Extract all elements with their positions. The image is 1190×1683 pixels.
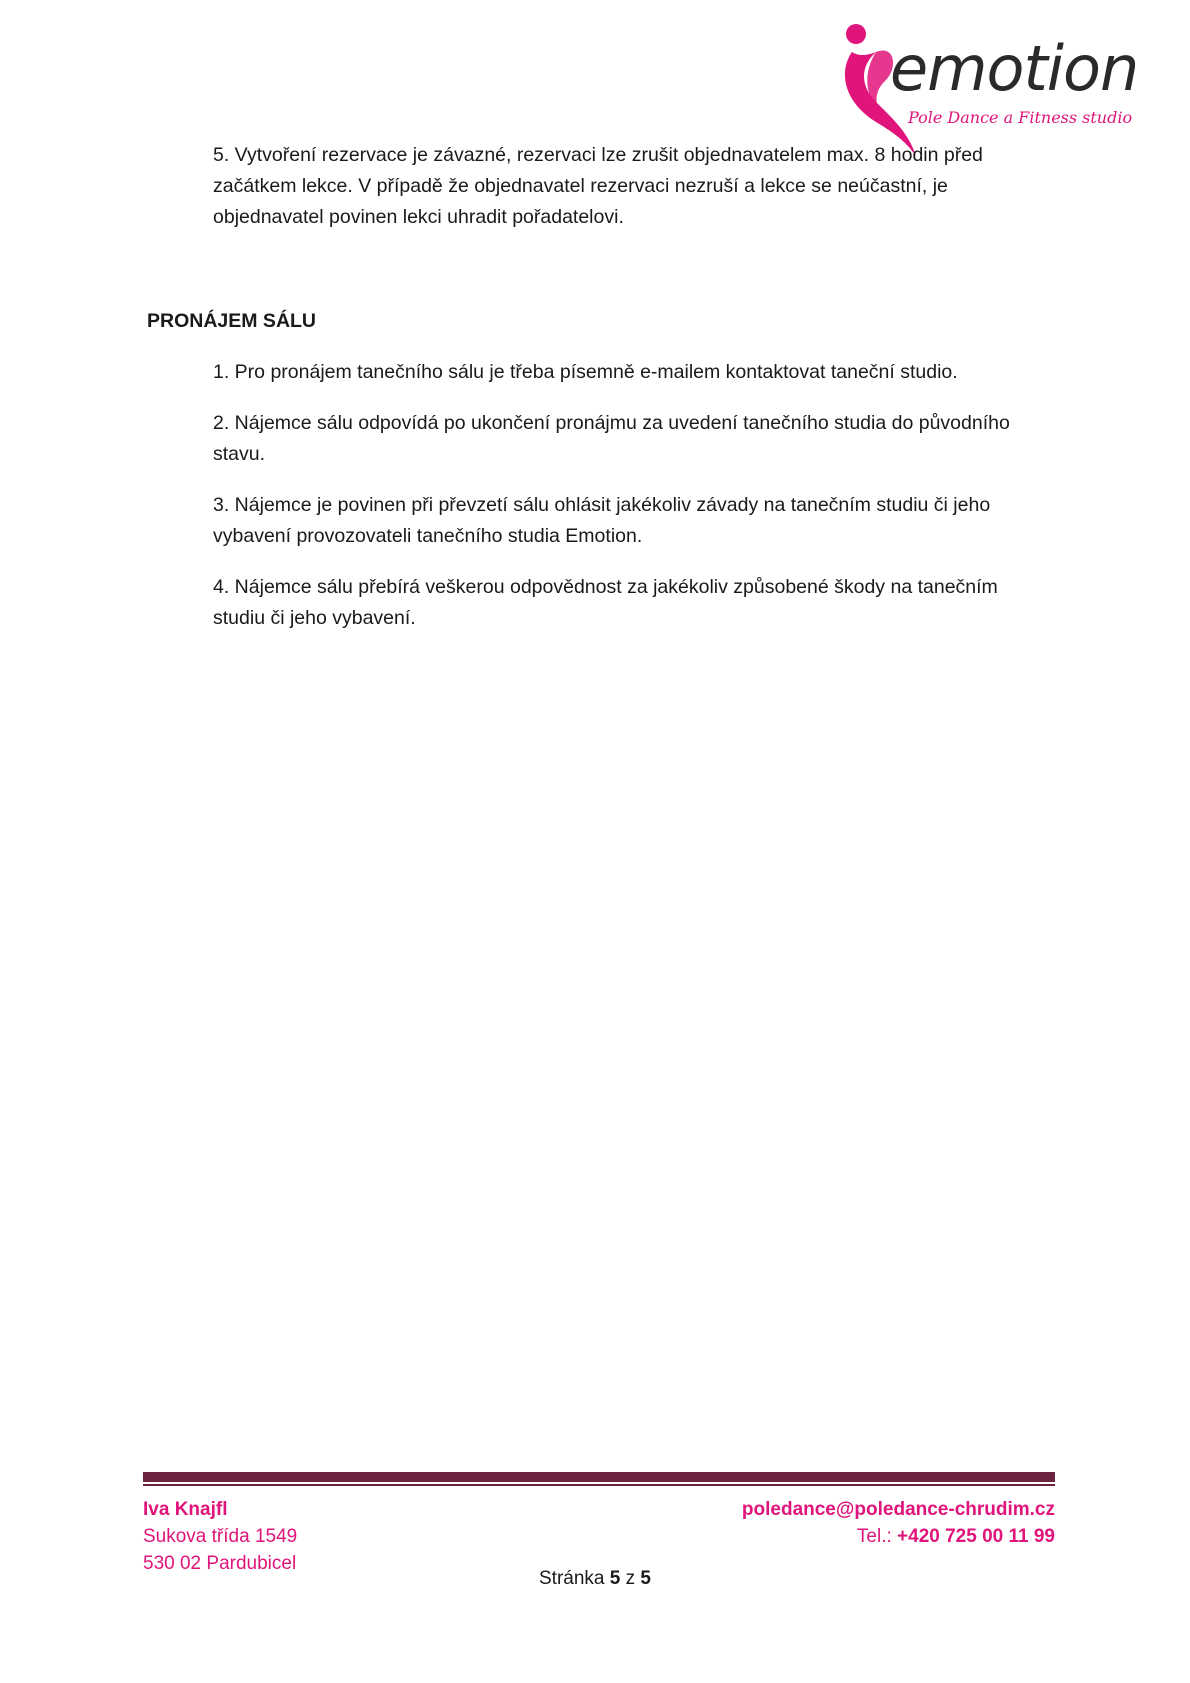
footer-address xyxy=(143,1496,297,1577)
page-number-total: 5 xyxy=(640,1568,651,1589)
list-item: 2. Nájemce sálu odpovídá po ukončení pronájmu za uvedení tanečního studia do původního stavu. xyxy=(213,412,1010,465)
page-number-current: 5 xyxy=(609,1568,621,1589)
footer-city: 530 02 Pardubicel xyxy=(143,1553,297,1574)
footer-phone xyxy=(742,1523,1055,1550)
list-item: 4. Nájemce sálu přebírá veškerou odpovědnost za jakékoliv způsobené škody na tanečním studiu či jeho vybavení. xyxy=(213,576,998,629)
footer-divider xyxy=(143,1472,1055,1482)
footer-phone-label: Tel.: xyxy=(856,1526,898,1547)
footer-contact xyxy=(742,1496,1055,1550)
section-heading: PRONÁJEM SÁLU xyxy=(147,310,317,332)
page-number-prefix: Stránka xyxy=(539,1568,605,1589)
footer-phone-number: +420 725 00 11 99 xyxy=(897,1526,1055,1547)
list-item: 3. Nájemce je povinen při převzetí sálu ohlásit jakékoliv závady na tanečním studiu či jeho vybavení provozovateli tanečního studia Emotion. xyxy=(213,494,991,547)
list-item: 1. Pro pronájem tanečního sálu je třeba písemně e-mailem kontaktovat taneční studio. xyxy=(213,361,958,383)
footer-name: Iva Knajfl xyxy=(143,1499,228,1520)
logo-wordmark: emotion xyxy=(890,32,1139,105)
logo-tagline: Pole Dance a Fitness studio xyxy=(908,108,1133,127)
page-number-separator: z xyxy=(625,1568,636,1589)
page-number xyxy=(0,1568,1190,1590)
paragraph-reservation-binding: 5. Vytvoření rezervace je závazné, rezervaci lze zrušit objednavatelem max. 8 hodin před začátkem lekce. V případě že objednavatel rezervaci nezruší a lekce se neúčastní, je objednavatel povinen lekci uhradit pořadatelovi. xyxy=(213,144,983,228)
footer-street: Sukova třída 1549 xyxy=(143,1526,298,1547)
footer-divider-thin xyxy=(143,1484,1055,1486)
footer-email-link[interactable]: poledance@poledance-chrudim.cz xyxy=(741,1499,1055,1520)
